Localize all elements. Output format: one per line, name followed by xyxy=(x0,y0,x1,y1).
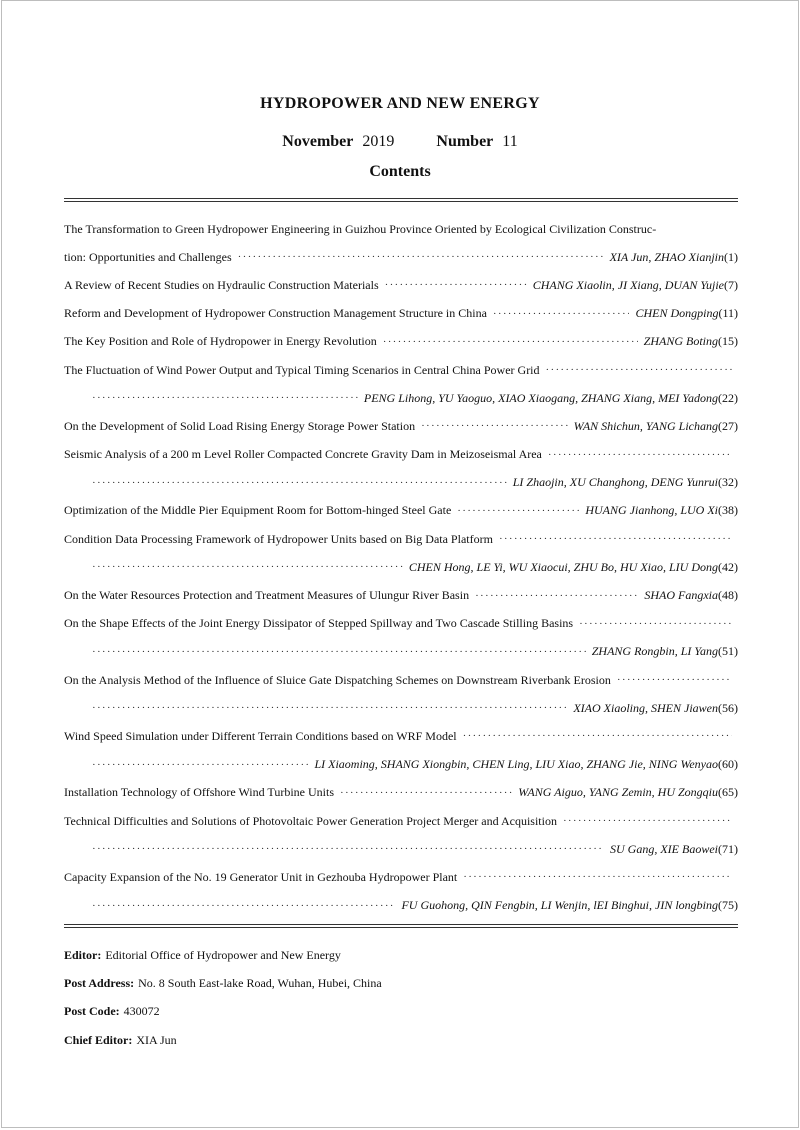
leader-dots xyxy=(546,364,732,376)
toc-entry-title: On the Development of Solid Load Rising Energy Storage Power Station xyxy=(64,418,416,433)
toc-line xyxy=(64,751,738,779)
leader-dots xyxy=(92,900,395,912)
toc-entry-authors: CHEN Dongping xyxy=(635,306,719,321)
toc-entry-page: (1) xyxy=(724,249,738,264)
toc-entry-authors: SHAO Fangxia xyxy=(644,588,718,603)
toc-line xyxy=(64,779,738,807)
toc-entry-page: (48) xyxy=(718,588,738,603)
toc-line xyxy=(64,807,738,835)
toc-line xyxy=(64,497,738,525)
toc-entry-page: (42) xyxy=(718,559,738,574)
leader-dots xyxy=(548,449,732,461)
toc-entry-authors: LI Xiaoming, SHANG Xiongbin, CHEN Ling, LIU Xiao, ZHANG Jie, NING Wenyao xyxy=(314,757,718,772)
leader-dots xyxy=(385,279,527,291)
toc-entry xyxy=(64,666,738,722)
toc-entry-title: tion: Opportunities and Challenges xyxy=(64,249,232,264)
editorial-info xyxy=(64,941,738,1054)
info-label: Post Address: xyxy=(64,976,135,991)
info-value: XIA Jun xyxy=(136,1032,177,1047)
toc-entry xyxy=(64,722,738,778)
toc-entry-title: The Fluctuation of Wind Power Output and Typical Timing Scenarios in Central China Power Grid xyxy=(64,362,540,377)
toc-entry-title: On the Shape Effects of the Joint Energy Dissipator of Stepped Spillway and Two Cascade Stilling Basins xyxy=(64,616,574,631)
journal-title: HYDROPOWER AND NEW ENERGY xyxy=(260,95,540,112)
toc-entry-page: (71) xyxy=(718,841,738,856)
leader-dots xyxy=(92,561,403,573)
toc-entry-title: Seismic Analysis of a 200 m Level Roller Compacted Concrete Gravity Dam in Meizoseismal Area xyxy=(64,447,542,462)
leader-dots xyxy=(421,420,568,432)
toc-entry-page: (15) xyxy=(718,334,738,349)
toc-entry-authors: LI Zhaojin, XU Changhong, DENG Yunrui xyxy=(512,475,718,490)
toc-entry-title: Installation Technology of Offshore Wind Turbine Units xyxy=(64,785,334,800)
leader-dots xyxy=(475,590,638,602)
info-row xyxy=(64,1026,738,1054)
toc-line xyxy=(64,356,738,384)
toc-line xyxy=(64,666,738,694)
info-row xyxy=(64,941,738,969)
toc-line xyxy=(64,243,738,271)
toc-entry-authors: ZHANG Rongbin, LI Yang xyxy=(591,644,718,659)
toc-line xyxy=(64,384,738,412)
toc-entry xyxy=(64,356,738,412)
toc-entry-authors: FU Guohong, QIN Fengbin, LI Wenjin, lEI Binghui, JIN longbing xyxy=(401,898,718,913)
toc-entry-page: (65) xyxy=(718,785,738,800)
toc-line xyxy=(64,441,738,469)
toc-entry-page: (75) xyxy=(718,898,738,913)
toc-line xyxy=(64,328,738,356)
leader-dots xyxy=(617,674,732,686)
toc-entry-authors: ZHANG Boting xyxy=(643,334,718,349)
toc-entry xyxy=(64,581,738,609)
leader-dots xyxy=(92,392,358,404)
toc-entry-title: Wind Speed Simulation under Different Terrain Conditions based on WRF Model xyxy=(64,728,457,743)
leader-dots xyxy=(92,646,586,658)
toc-entry-authors: PENG Lihong, YU Yaoguo, XIAO Xiaogang, ZHANG Xiang, MEI Yadong xyxy=(363,390,718,405)
number-label: Number xyxy=(436,133,494,150)
toc-line xyxy=(64,469,738,497)
toc-entry xyxy=(64,863,738,919)
leader-dots xyxy=(92,702,567,714)
toc-line xyxy=(64,271,738,299)
toc-entry-page: (60) xyxy=(718,757,738,772)
toc-entry-page: (27) xyxy=(718,418,738,433)
toc-entry-authors: WANG Aiguo, YANG Zemin, HU Zongqiu xyxy=(518,785,718,800)
toc-line xyxy=(64,215,738,243)
toc-line xyxy=(64,694,738,722)
toc-entry-title: The Key Position and Role of Hydropower in Energy Revolution xyxy=(64,334,377,349)
issue-line xyxy=(2,133,798,151)
top-divider xyxy=(64,198,738,202)
leader-dots xyxy=(499,533,732,545)
info-label: Post Code: xyxy=(64,1004,120,1019)
toc-entry-title: A Review of Recent Studies on Hydraulic Construction Materials xyxy=(64,277,379,292)
toc-entry-page: (38) xyxy=(718,503,738,518)
info-label: Chief Editor: xyxy=(64,1032,133,1047)
leader-dots xyxy=(463,730,732,742)
info-row xyxy=(64,997,738,1025)
toc-line xyxy=(64,581,738,609)
toc-entry-authors: SU Gang, XIE Baowei xyxy=(610,841,718,856)
toc-entry-title: On the Water Resources Protection and Treatment Measures of Ulungur River Basin xyxy=(64,588,470,603)
toc-entry xyxy=(64,497,738,525)
toc-entry-authors: WAN Shichun, YANG Lichang xyxy=(573,418,718,433)
info-label: Editor: xyxy=(64,948,102,962)
info-row xyxy=(64,969,738,997)
contents-heading: Contents xyxy=(369,163,431,180)
toc-entry-page: (22) xyxy=(718,390,738,405)
toc-line xyxy=(64,300,738,328)
year-value: 2019 xyxy=(362,133,395,150)
toc-line xyxy=(64,835,738,863)
leader-dots xyxy=(340,787,512,799)
toc-entry xyxy=(64,525,738,581)
leader-dots xyxy=(92,843,604,855)
toc-entry xyxy=(64,807,738,863)
month-label: November xyxy=(282,133,354,150)
toc-entry xyxy=(64,441,738,497)
leader-dots xyxy=(579,618,732,630)
toc-entry-page: (51) xyxy=(718,644,738,659)
leader-dots xyxy=(563,815,732,827)
toc-entry xyxy=(64,271,738,299)
toc-line xyxy=(64,722,738,750)
toc-entry xyxy=(64,215,738,271)
info-value: No. 8 South East-lake Road, Wuhan, Hubei, China xyxy=(138,976,382,991)
toc-entry-title: Technical Difficulties and Solutions of Photovoltaic Power Generation Project Merger and Acquisition xyxy=(64,813,557,828)
toc-line xyxy=(64,553,738,581)
toc-entry xyxy=(64,779,738,807)
toc-entry xyxy=(64,610,738,666)
toc-entry-page: (32) xyxy=(718,475,738,490)
toc-line xyxy=(64,525,738,553)
toc-entry-title: Condition Data Processing Framework of Hydropower Units based on Big Data Platform xyxy=(64,531,493,546)
toc-entry-authors: HUANG Jianhong, LUO Xi xyxy=(585,503,718,518)
toc-line xyxy=(64,638,738,666)
toc-entry-authors: XIA Jun, ZHAO Xianjin xyxy=(609,249,724,264)
toc-entry-authors: CHANG Xiaolin, JI Xiang, DUAN Yujie xyxy=(532,277,724,292)
leader-dots xyxy=(457,505,579,517)
toc-entry-authors: CHEN Hong, LE Yi, WU Xiaocui, ZHU Bo, HU Xiao, LIU Dong xyxy=(408,559,718,574)
toc-entry-page: (56) xyxy=(718,700,738,715)
leader-dots xyxy=(493,308,630,320)
info-value: 430072 xyxy=(123,1004,160,1019)
toc-entry-title: On the Analysis Method of the Influence of Sluice Gate Dispatching Schemes on Downstream Riverbank Erosion xyxy=(64,672,611,687)
toc-line xyxy=(64,863,738,891)
bottom-divider xyxy=(64,924,738,928)
toc-line xyxy=(64,892,738,920)
toc-entry-page: (7) xyxy=(724,277,738,292)
toc-entry-title: The Transformation to Green Hydropower Engineering in Guizhou Province Oriented by Ecological Civilization Construc- xyxy=(64,221,657,236)
leader-dots xyxy=(238,251,604,263)
journal-page xyxy=(1,0,799,1128)
toc-entry-authors: XIAO Xiaoling, SHEN Jiawen xyxy=(573,700,718,715)
toc-entry xyxy=(64,412,738,440)
leader-dots xyxy=(463,871,732,883)
number-value: 11 xyxy=(502,133,518,150)
toc-line xyxy=(64,412,738,440)
leader-dots xyxy=(383,336,638,348)
table-of-contents xyxy=(64,215,738,920)
toc-entry-page: (11) xyxy=(718,306,738,321)
toc-line xyxy=(64,610,738,638)
leader-dots xyxy=(92,477,507,489)
toc-entry-title: Optimization of the Middle Pier Equipment Room for Bottom-hinged Steel Gate xyxy=(64,503,452,518)
info-value: Editorial Office of Hydropower and New Energy xyxy=(105,948,341,962)
leader-dots xyxy=(92,759,308,771)
toc-entry xyxy=(64,328,738,356)
toc-entry-title: Reform and Development of Hydropower Construction Management Structure in China xyxy=(64,306,487,321)
toc-entry xyxy=(64,300,738,328)
toc-entry-title: Capacity Expansion of the No. 19 Generator Unit in Gezhouba Hydropower Plant xyxy=(64,869,458,884)
